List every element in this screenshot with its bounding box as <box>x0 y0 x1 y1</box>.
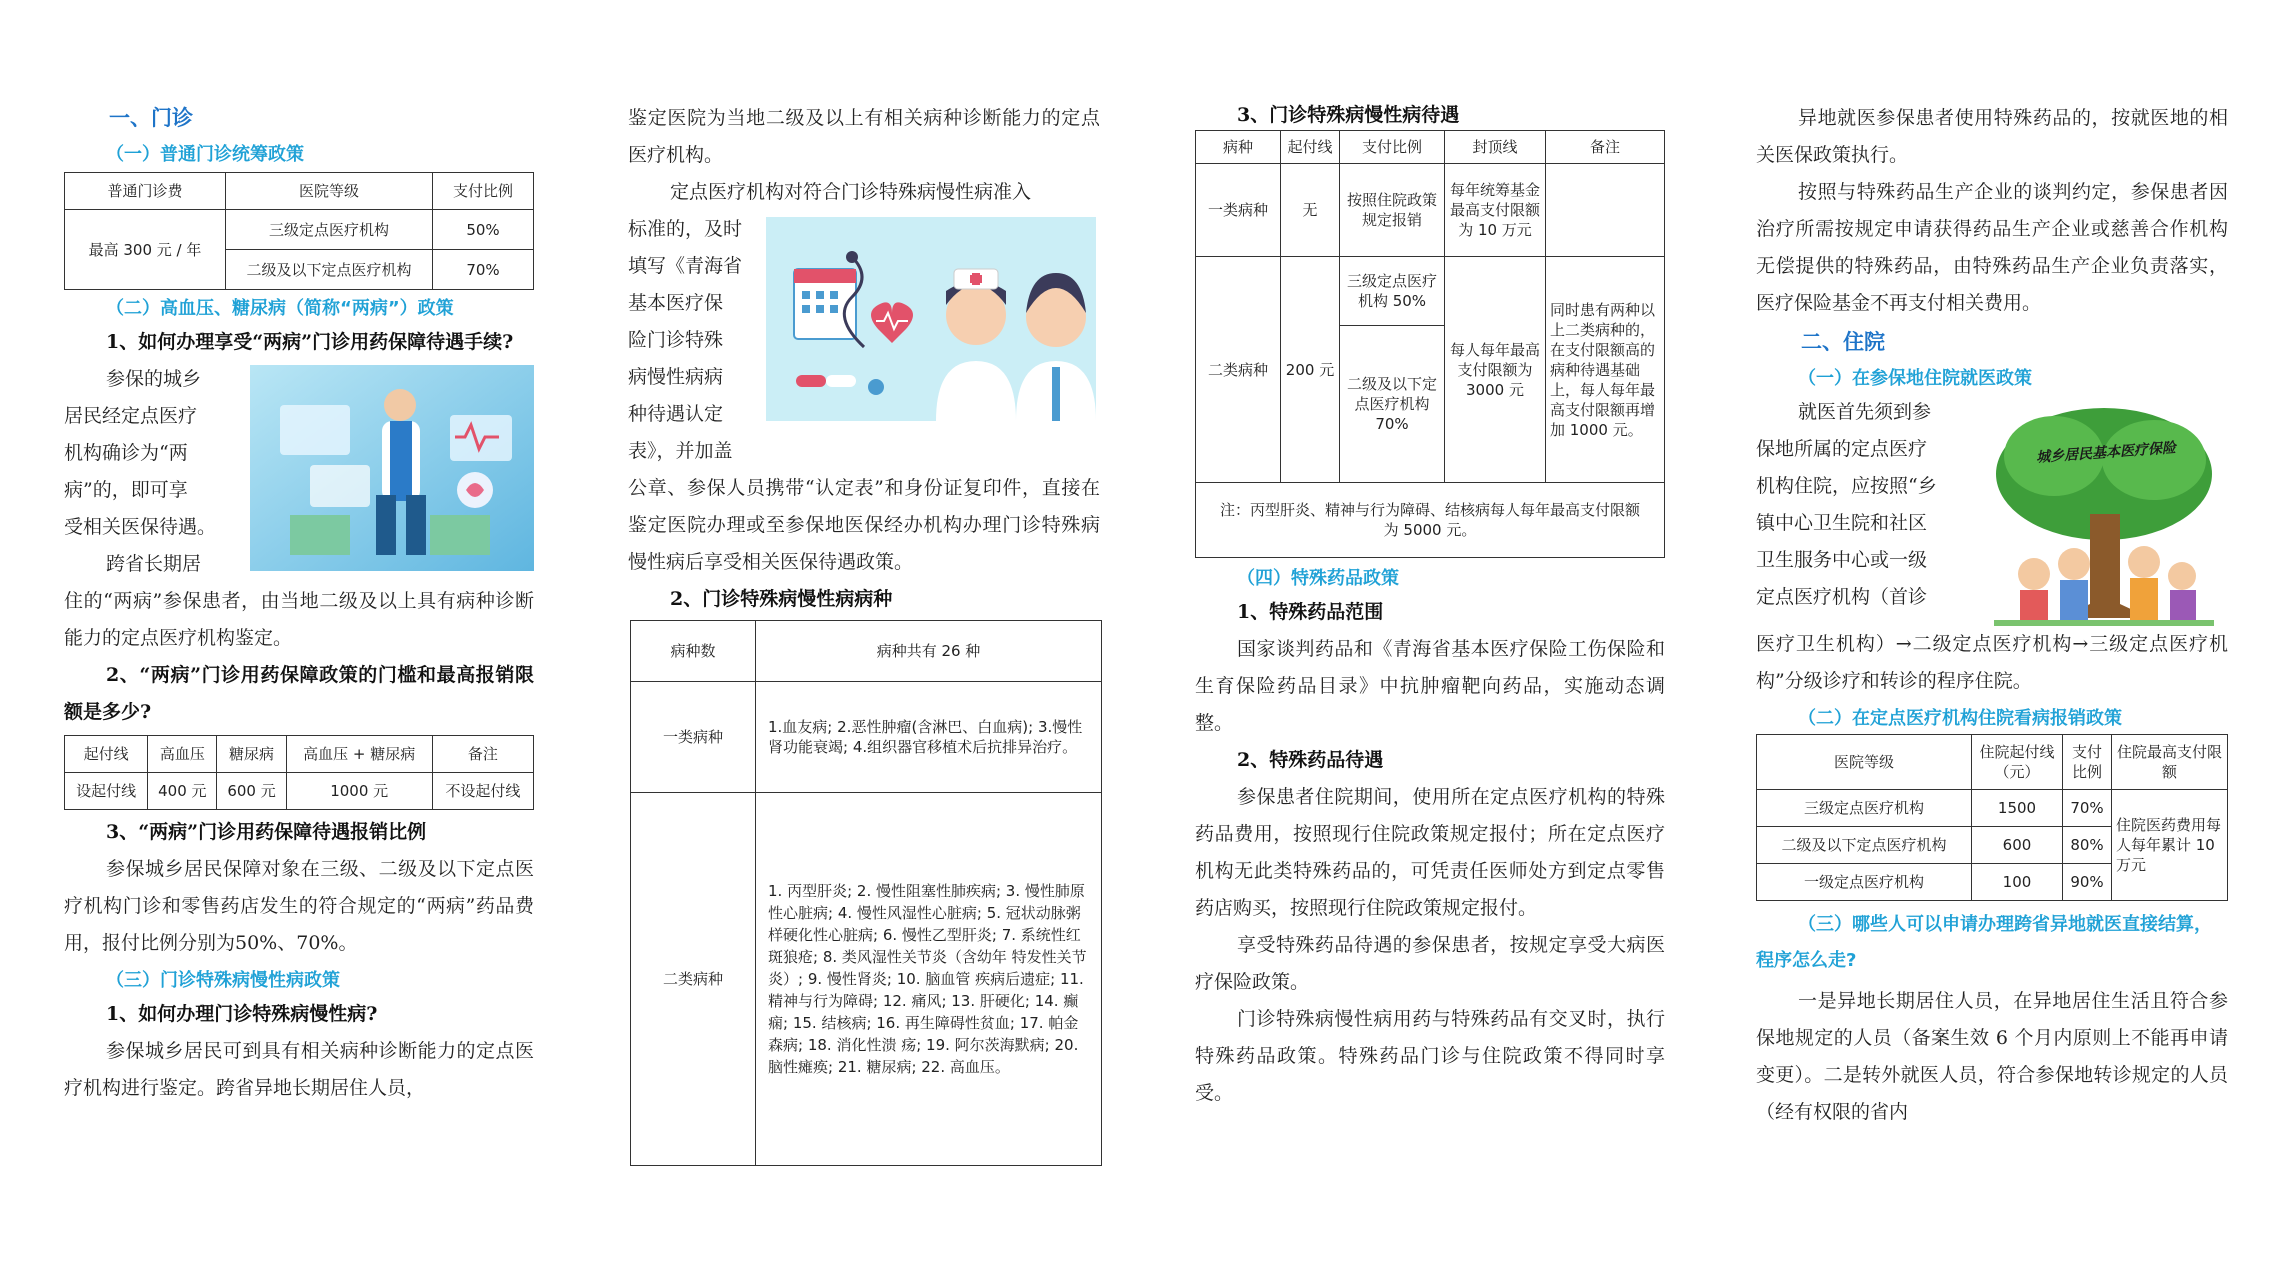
wrap-block-1 <box>64 361 534 583</box>
cell-c1-line: 无 <box>1281 164 1340 257</box>
cell-c1-remark <box>1546 164 1665 257</box>
cell-ratio-3: 50% <box>433 210 534 250</box>
wrap-line: 跨省长期居 <box>106 553 202 575</box>
th-count: 病种数 <box>631 621 756 682</box>
subsection-two-disease: （二）高血压、糖尿病（简称“两病”）政策 <box>106 298 454 319</box>
wrap-line: 卫生服务中心或一级 <box>1756 549 1928 571</box>
th-pay-ratio: 支付比例 <box>2063 735 2112 790</box>
th-fee: 普通门诊费 <box>65 173 226 210</box>
doctor-nurse-illustration <box>766 217 1096 470</box>
cell-ratio-2: 80% <box>2063 827 2112 864</box>
cell-level-2: 二级及以下定点医疗机构 <box>1757 827 1972 864</box>
th-max-limit: 住院最高支付限额 <box>2112 735 2228 790</box>
cell-c2: 二类病种 <box>1196 257 1281 483</box>
subsection-special-chronic: （三）门诊特殊病慢性病政策 <box>106 970 340 991</box>
th-diabetes: 糖尿病 <box>217 736 286 773</box>
table-special-treatment <box>1195 130 1665 558</box>
subsection-special-drugs: （四）特殊药品政策 <box>1237 568 1399 589</box>
doctor-digital-illustration <box>250 365 534 583</box>
question-kinds: 2、门诊特殊病慢性病病种 <box>670 588 893 610</box>
cell-c2-line: 200 元 <box>1281 257 1340 483</box>
subsection-cross-province: （三）哪些人可以申请办理跨省异地就医直接结算，程序怎么走? <box>1756 914 2212 971</box>
cell-level-3: 三级定点医疗机构 <box>226 210 433 250</box>
insurance-tree-poster <box>1994 404 2214 626</box>
poster-title: 城乡居民基本医疗保险 <box>2035 440 2177 466</box>
cell-class1-list: 1.血友病; 2.恶性肿瘤(含淋巴、白血病); 3.慢性肾功能衰竭; 4.组织器官移植术后抗排异治疗。 <box>756 682 1102 793</box>
th-ratio: 支付比例 <box>433 173 534 210</box>
th-line: 起付线 <box>1281 131 1340 164</box>
paragraph-remote-drugs: 异地就医参保患者使用特殊药品的，按就医地的相关医保政策执行。 <box>1756 107 2228 166</box>
paragraph-2-first: 定点医疗机构对符合门诊特殊病慢性病准入 <box>670 181 1032 203</box>
th-hospital-level: 医院等级 <box>1757 735 1972 790</box>
cell-c2-cap: 每人每年最高支付限额为 3000 元 <box>1445 257 1546 483</box>
wrap-line: 保地所属的定点医疗 <box>1756 438 1928 460</box>
cell-c1: 一类病种 <box>1196 164 1281 257</box>
section-title-outpatient: 一、门诊 <box>109 106 193 130</box>
wrap-line: 险门诊特殊 <box>628 329 724 351</box>
wrap-block-3 <box>1756 394 2228 626</box>
paragraph-q4: 参保城乡居民可到具有相关病种诊断能力的定点医疗机构进行鉴定。跨省异地长期居住人员， <box>64 1040 534 1099</box>
cell-class1: 一类病种 <box>631 682 756 793</box>
question-3: 3、“两病”门诊用药保障待遇报销比例 <box>106 821 427 843</box>
cell-c1-cap: 每年统筹基金最高支付限额为 10 万元 <box>1445 164 1546 257</box>
question-1: 1、如何办理享受“两病”门诊用药保障待遇手续? <box>106 331 514 353</box>
cell-c2-remark: 同时患有两种以上二类病种的，在支付限额高的病种待遇基础上，每人每年最高支付限额再增加 1000 元。 <box>1546 257 1665 483</box>
question-range: 1、特殊药品范围 <box>1237 601 1384 623</box>
table-general-outpatient <box>64 172 534 290</box>
cell-ratio-1: 90% <box>2063 864 2112 901</box>
cell-threshold: 设起付线 <box>65 773 148 810</box>
question-drug-treatment: 2、特殊药品待遇 <box>1237 749 1384 771</box>
cell-hypertension: 400 元 <box>148 773 217 810</box>
subsection-reimbursement: （二）在定点医疗机构住院看病报销政策 <box>1798 708 2122 729</box>
cell-note: 不设起付线 <box>432 773 533 810</box>
cell-level-2: 二级及以下定点医疗机构 <box>226 250 433 290</box>
cell-c2-ratio-3: 三级定点医疗机构 50% <box>1340 257 1445 326</box>
table-disease-kinds <box>630 620 1102 1166</box>
column-3 <box>1195 100 1665 1112</box>
wrap-line: 种待遇认定 <box>628 403 724 425</box>
cell-deductible-1: 100 <box>1972 864 2063 901</box>
wrap-line: 表》，并加盖 <box>628 440 733 462</box>
paragraph-q1-rest: 住的“两病”参保患者，由当地二级及以上具有病种诊断能力的定点医疗机构鉴定。 <box>64 590 534 649</box>
wrap-line: 机构确诊为“两 <box>64 442 188 464</box>
cell-ratio-3: 70% <box>2063 790 2112 827</box>
cell-class2-list: 1. 丙型肝炎; 2. 慢性阻塞性肺疾病; 3. 慢性肺原性心脏病; 4. 慢性风湿性心脏病; 5. 冠状动脉粥样硬化性心脏病; 6. 慢性乙型肝炎; 7. 系统性红斑狼疮; 8. 类风湿性关节炎（含幼年 特发性关节炎）; 9. 慢性肾炎; 10. 脑血管 疾病后遗症; 11. 精神与行为障碍; 12. 痛风; 13. 肝硬化; 14. 癫痫; 15. 结核病; 16. 再生障碍性贫血; 17. 帕金森病; 18. 消化性溃 疡; 19. 阿尔茨海默病; 20. 脑性瘫痪; 21. 糖尿病; 22. 高血压。 <box>756 793 1102 1166</box>
wrap-line: 定点医疗机构（首诊 <box>1756 586 1928 608</box>
th-kinds: 病种共有 26 种 <box>756 621 1102 682</box>
wrap-line: 居民经定点医疗 <box>64 405 198 427</box>
cell-class2: 二类病种 <box>631 793 756 1166</box>
section-title-inpatient: 二、住院 <box>1801 330 1885 354</box>
cell-level-1: 一级定点医疗机构 <box>1757 864 1972 901</box>
th-cap: 封顶线 <box>1445 131 1546 164</box>
column-4 <box>1756 100 2228 1131</box>
paragraph-drug-b: 享受特殊药品待遇的参保患者，按规定享受大病医疗保险政策。 <box>1195 934 1665 993</box>
paragraph-negotiated-drugs: 按照与特殊药品生产企业的谈判约定，参保患者因治疗所需按规定申请获得药品生产企业或慈善合作机构无偿提供的特殊药品，由特殊药品生产企业负责落实，医疗保险基金不再支付相关费用。 <box>1756 181 2228 314</box>
paragraph-range: 国家谈判药品和《青海省基本医疗保险工伤保险和生育保险药品目录》中抗肿瘤靶向药品，实施动态调整。 <box>1195 638 1665 734</box>
cell-ratio-2: 70% <box>433 250 534 290</box>
cell-diabetes: 600 元 <box>217 773 286 810</box>
wrap-line: 镇中心卫生院和社区 <box>1756 512 1928 534</box>
wrap-line: 机构住院，应按照“乡 <box>1756 475 1937 497</box>
wrap-line: 病”的，即可享 <box>64 479 188 501</box>
wrap-line: 基本医疗保 <box>628 292 724 314</box>
question-2: 2、“两病”门诊用药保障政策的门槛和最高报销限额是多少? <box>64 664 534 723</box>
cell-deductible-2: 600 <box>1972 827 2063 864</box>
wrap-line: 受相关医保待遇。 <box>64 516 217 538</box>
table-two-disease-threshold <box>64 735 534 810</box>
th-remark: 备注 <box>1546 131 1665 164</box>
column-1 <box>64 96 534 1107</box>
wrap-line: 就医首先须到参 <box>1798 401 1932 423</box>
cell-max-limit: 住院医药费用每人每年累计 10 万元 <box>2112 790 2228 901</box>
wrap-line: 填写《青海省 <box>628 255 743 277</box>
th-ratio: 支付比例 <box>1340 131 1445 164</box>
cell-deductible-3: 1500 <box>1972 790 2063 827</box>
subsection-general-outpatient: （一）普通门诊统筹政策 <box>106 144 304 165</box>
question-treatment: 3、门诊特殊病慢性病待遇 <box>1237 104 1460 126</box>
paragraph-wrap-rest: 医疗卫生机构）→二级定点医疗机构→三级定点医疗机构”分级诊疗和转诊的程序住院。 <box>1756 633 2228 692</box>
subsection-local-inpatient: （一）在参保地住院就医政策 <box>1798 368 2032 389</box>
paragraph-q3: 参保城乡居民保障对象在三级、二级及以下定点医疗机构门诊和零售药店发生的符合规定的“两病”药品费用，报付比例分别为50%、70%。 <box>64 858 534 954</box>
cell-level-3: 三级定点医疗机构 <box>1757 790 1972 827</box>
th-kind: 病种 <box>1196 131 1281 164</box>
th-note: 备注 <box>432 736 533 773</box>
cell-c1-ratio: 按照住院政策规定报销 <box>1340 164 1445 257</box>
table-footnote: 注：丙型肝炎、精神与行为障碍、结核病每人每年最高支付限额为 5000 元。 <box>1196 483 1665 558</box>
cell-fee: 最高 300 元 / 年 <box>65 210 226 290</box>
table-inpatient-reimbursement <box>1756 734 2228 901</box>
wrap-line: 参保的城乡 <box>106 368 202 390</box>
paragraph-drug-c: 门诊特殊病慢性病用药与特殊药品有交叉时，执行特殊药品政策。特殊药品门诊与住院政策不得同时享受。 <box>1195 1008 1665 1104</box>
th-hypertension: 高血压 <box>148 736 217 773</box>
paragraph-drug-a: 参保患者住院期间，使用所在定点医疗机构的特殊药品费用，按照现行住院政策规定报付；所在定点医疗机构无此类特殊药品的，可凭责任医师处方到定点零售药店购买，按照现行住院政策规定报付。 <box>1195 786 1665 919</box>
th-deductible: 住院起付线（元） <box>1972 735 2063 790</box>
wrap-line: 标准的，及时 <box>628 218 743 240</box>
cell-both: 1000 元 <box>286 773 432 810</box>
paragraph-2-rest: 公章、参保人员携带“认定表”和身份证复印件，直接在鉴定医院办理或至参保地医保经办机构办理门诊特殊病慢性病后享受相关医保待遇政策。 <box>628 477 1100 573</box>
cell-c2-ratio-2: 二级及以下定点医疗机构 70% <box>1340 326 1445 483</box>
th-level: 医院等级 <box>226 173 433 210</box>
wrap-block-2 <box>628 211 1100 470</box>
th-both: 高血压 + 糖尿病 <box>286 736 432 773</box>
paragraph-cross-province: 一是异地长期居住人员，在异地居住生活且符合参保地规定的人员（备案生效 6 个月内原则上不能再申请变更）。二是转外就医人员，符合参保地转诊规定的人员（经有权限的省内 <box>1756 990 2228 1123</box>
question-4: 1、如何办理门诊特殊病慢性病? <box>106 1003 378 1025</box>
wrap-line: 病慢性病病 <box>628 366 724 388</box>
column-2 <box>628 100 1100 1166</box>
th-threshold: 起付线 <box>65 736 148 773</box>
paragraph-continued: 鉴定医院为当地二级及以上有相关病种诊断能力的定点医疗机构。 <box>628 107 1100 166</box>
